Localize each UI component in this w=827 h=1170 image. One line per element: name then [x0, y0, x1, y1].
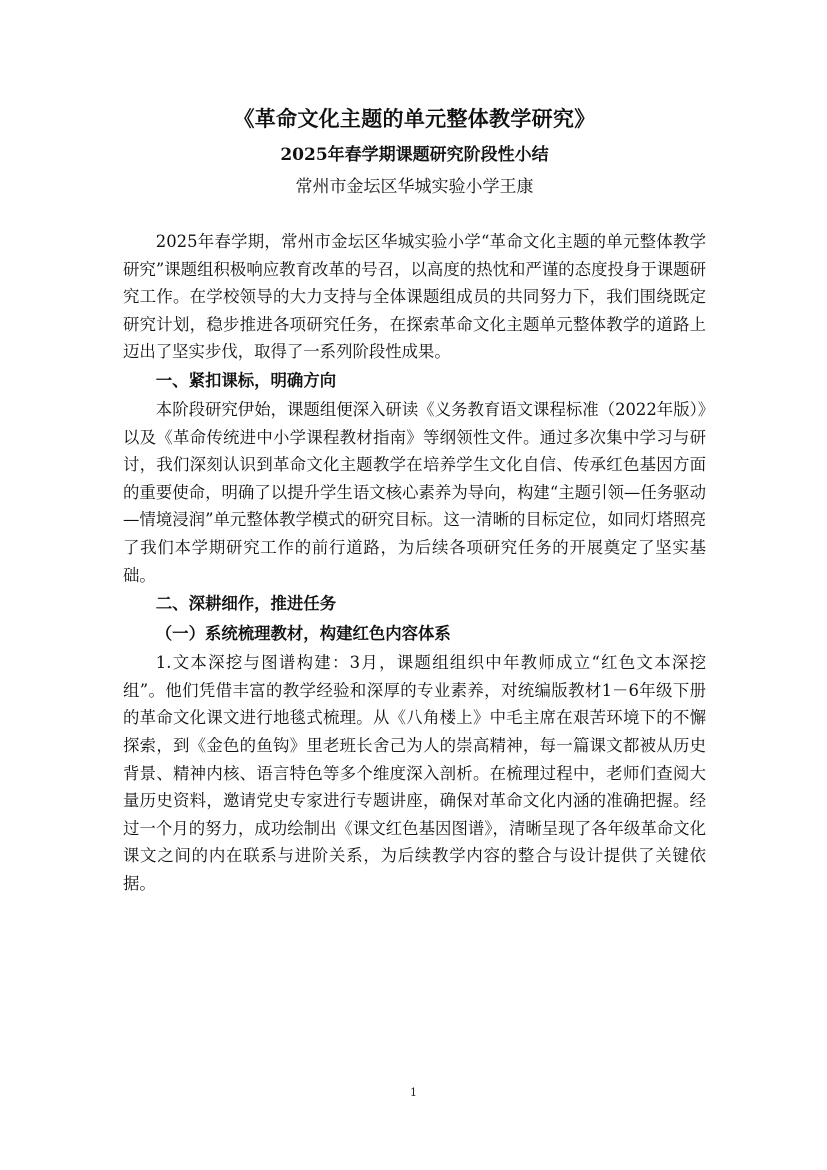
page-number: 1	[410, 1086, 417, 1099]
intro-paragraph: 2025年春学期，常州市金坛区华城实验小学“革命文化主题的单元整体教学研究”课题组积极响应教育改革的号召，以高度的热忱和严谨的态度投身于课题研究工作。在学校领导的大力支持与全体课题组成员的共同努力下，我们围绕既定研究计划，稳步推进各项研究任务，在探索革命文化主题单元整体教学的道路上迈出了坚实步伐，取得了一系列阶段性成果。	[123, 232, 706, 362]
document-subtitle: 2025年春学期课题研究阶段性小结	[280, 145, 549, 165]
document-title: 《革命文化主题的单元整体教学研究》	[233, 106, 596, 131]
item1-paragraph: 1.文本深挖与图谱构建：3月，课题组组织中年教师成立“红色文本深挖组”。他们凭借丰富的教学经验和深厚的专业素养，对统编版教材1－6年级下册的革命文化课文进行地毯式梳理。从《八角楼上》中毛主席在艰苦环境下的不懈探索，到《金色的鱼钩》里老班长舍己为人的崇高精神，每一篇课文都被从历史背景、精神内核、语言特色等多个维度深入剖析。在梳理过程中，老师们查阅大量历史资料，邀请党史专家进行专题讲座，确保对革命文化内涵的准确把握。经过一个月的努力，成功绘制出《课文红色基因图谱》，清晰呈现了各年级革命文化课文之间的内在联系与进阶关系，为后续教学内容的整合与设计提供了关键依据。	[123, 653, 706, 893]
document-body	[123, 228, 706, 897]
document-author: 常州市金坛区华城实验小学王康	[295, 177, 534, 197]
subsection-heading-2-1: （一）系统梳理教材，构建红色内容体系	[155, 624, 451, 644]
page-content	[123, 104, 706, 897]
section-heading-2: 二、深耕细作，推进任务	[155, 594, 337, 614]
section1-paragraph: 本阶段研究伊始，课题组便深入研读《义务教育语文课程标准（2022年版）》以及《革命传统进中小学课程教材指南》等纲领性文件。通过多次集中学习与研讨，我们深刻认识到革命文化主题教学在培养学生文化自信、传承红色基因方面的重要使命，明确了以提升学生语文核心素养为导向，构建“主题引领—任务驱动—情境浸润”单元整体教学模式的研究目标。这一清晰的目标定位，如同灯塔照亮了我们本学期研究工作的前行道路，为后续各项研究任务的开展奠定了坚实基础。	[123, 399, 706, 585]
section-heading-1: 一、紧扣课标，明确方向	[155, 370, 337, 390]
